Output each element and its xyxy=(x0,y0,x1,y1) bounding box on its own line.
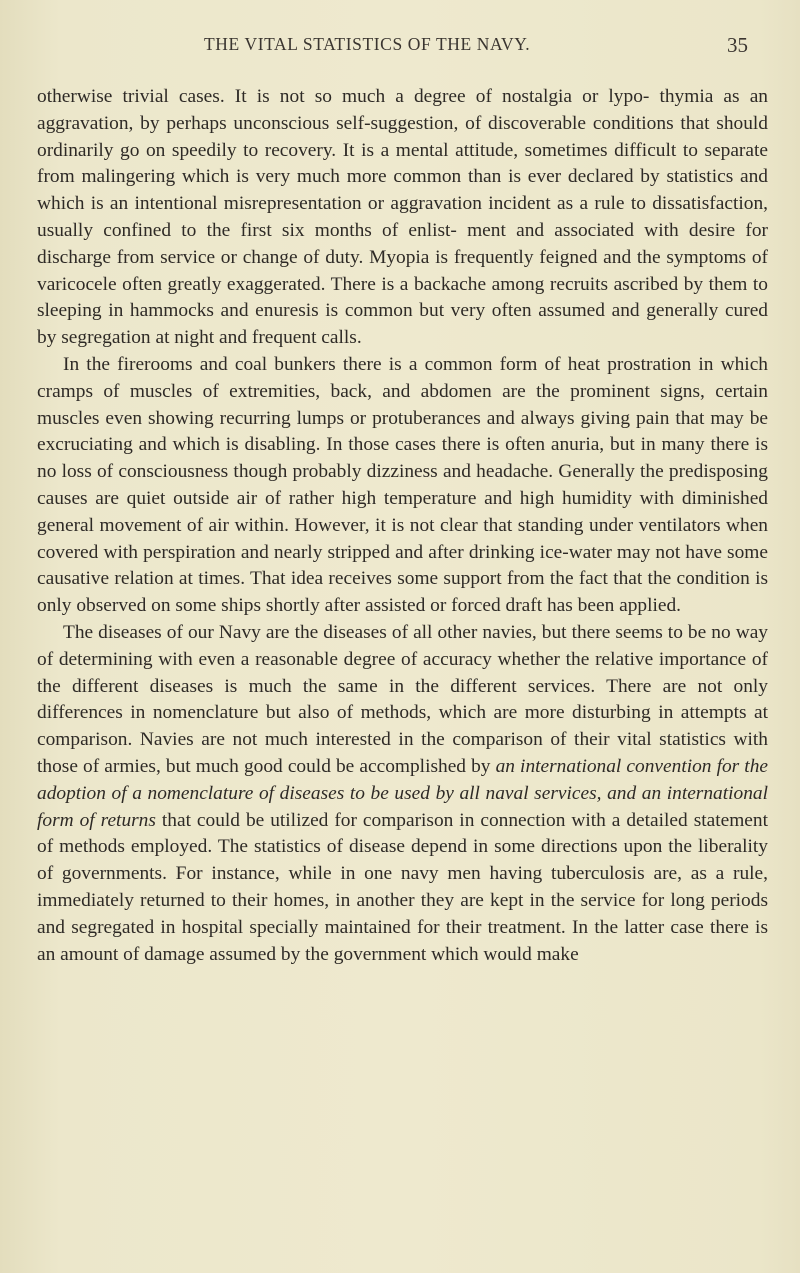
paragraph-3-italic-phrase: an international convention for the adoption of a nomenclature of diseases to be used by all naval services, and an international form of returns xyxy=(37,755,768,831)
paragraph-1: otherwise trivial cases. It is not so much a degree of nostalgia or lypo- thymia as an aggravation, by perhaps unconscious self-suggestion, of discoverable conditions that should ordinarily go on speedily to recovery. It is a mental attitude, sometimes difficult to separate from malingering which is very much more common than is ever declared by statistics and which is an intentional misrepresentation or aggravation incident as a rule to dissatisfaction, usually confined to the first six months of enlist- ment and associated with desire for discharge from service or change of duty. Myopia is frequently feigned and the symptoms of varicocele often greatly exaggerated. There is a backache among recruits ascribed by them to sleeping in hammocks and enuresis is common but very often assumed and generally cured by segregation at night and frequent calls. xyxy=(37,86,768,349)
running-head xyxy=(0,34,800,64)
running-title: THE VITAL STATISTICS OF THE NAVY. xyxy=(204,34,531,54)
body-text xyxy=(37,84,768,968)
paragraph-2: In the firerooms and coal bunkers there is a common form of heat prostration in which cramps of muscles of extremities, back, and abdomen are the prominent signs, certain muscles even showing recurring lumps or protuberances and always giving pain that may be excruciating and which is disabling. In those cases there is often anuria, but in many there is no loss of consciousness though probably dizziness and headache. Generally the predisposing causes are quiet outside air of rather high temperature and high humidity with diminished general movement of air within. However, it is not clear that standing under ventilators when covered with perspiration and nearly stripped and after drinking ice-water may not have some causative relation at times. That idea receives some support from the fact that the condition is only observed on some ships shortly after assisted or forced draft has been applied. xyxy=(37,353,768,617)
paragraph-3 xyxy=(37,620,768,968)
paragraph-3-text-after: that could be utilized for comparison in connection with a detailed statement of methods employed. The statistics of disease depend in some directions upon the liberality of governments. For instance, while in one navy men having tuberculosis are, as a rule, immediately returned to their homes, in another they are kept in the service for long periods and segregated in hospital specially maintained for their treatment. In the latter case there is an amount of damage assumed by the government which would make xyxy=(37,809,768,965)
paragraph-3-text-before: The diseases of our Navy are the diseases of all other navies, but there seems to be no way of determining with even a reasonable degree of accuracy whether the relative importance of the different diseases is much the same in the different services. There are not only differences in nomenclature but also of methods, which are more disturbing in attempts at comparison. Navies are not much interested in the comparison of their vital statistics with those of armies, but much good could be accomplished by xyxy=(37,621,768,777)
page-number: 35 xyxy=(727,33,748,57)
